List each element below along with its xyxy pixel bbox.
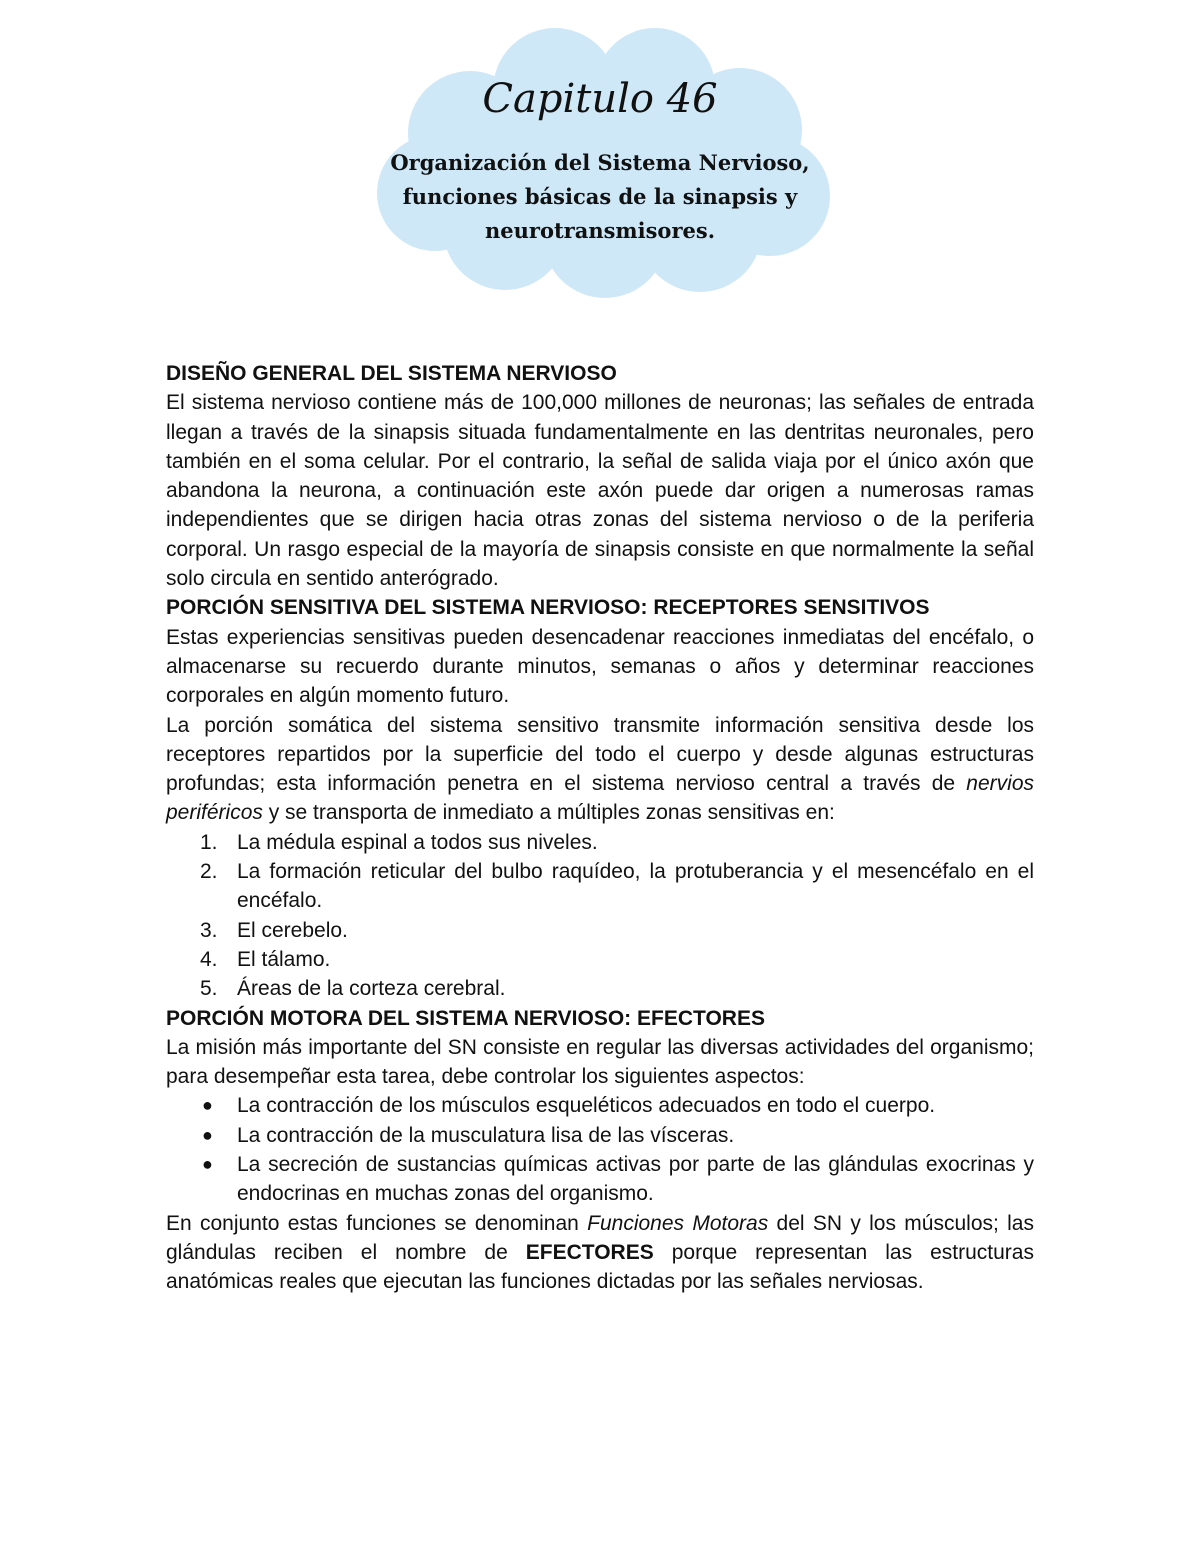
document-body [166,359,1034,1297]
list-item-text: La formación reticular del bulbo raquídeo, la protuberancia y el mesencéfalo en el encéfalo. [237,860,1034,913]
title-cloud [355,18,845,298]
list-number: 3. [200,918,218,942]
paragraph-sensory-2 [166,711,1034,828]
list-number: 2. [200,860,218,884]
bullet-icon: ● [202,1124,213,1145]
section-heading-general: DISEÑO GENERAL DEL SISTEMA NERVIOSO [166,362,617,385]
bullet-icon: ● [202,1154,213,1175]
list-item-text: El cerebelo. [237,918,348,942]
chapter-title: Capitulo 46 [482,76,718,122]
list-item [166,1121,1034,1150]
list-item-text: La secreción de sustancias químicas activas por parte de las glándulas exocrinas y endocrinas en muchas zonas del organismo. [237,1153,1034,1206]
motor-aspects-list [166,1091,1034,1208]
list-item-text: La contracción de la musculatura lisa de las vísceras. [237,1123,735,1147]
section-heading-motor: PORCIÓN MOTORA DEL SISTEMA NERVIOSO: EFECTORES [166,1006,765,1030]
text-run: y se transporta de inmediato a múltiples zonas sensitivas en: [262,801,835,825]
list-item-text: La médula espinal a todos sus niveles. [237,830,598,854]
list-item [166,1150,1034,1209]
italic-term: Funciones Motoras [587,1211,769,1235]
paragraph-general: El sistema nervioso contiene más de 100,000 millones de neuronas; las señales de entrada llegan a través de la sinapsis situada fundamentalmente en las dentritas neuronales, pero también en el soma celular. Por el contrario, la señal de salida viaja por el único axón que abandona la neurona, a continuación este axón puede dar origen a numerosas ramas independientes que se dirigen hacia otras zonas del sistema nervioso o de la periferia corporal. Un rasgo especial de la mayoría de sinapsis consiste en que normalmente la señal solo circula en sentido anterógrado. [166,391,1034,591]
list-item [166,857,1034,916]
list-item [166,1091,1034,1120]
paragraph-motor-1: La misión más importante del SN consiste en regular las diversas actividades del organismo; para desempeñar esta tarea, debe controlar los siguientes aspectos: [166,1035,1034,1089]
list-item-text: Áreas de la corteza cerebral. [237,977,506,1001]
section-heading-sensory: PORCIÓN SENSITIVA DEL SISTEMA NERVIOSO: RECEPTORES SENSITIVOS [166,596,930,620]
list-item-text: El tálamo. [237,947,331,971]
list-number: 5. [200,977,218,1001]
paragraph-motor-2 [166,1209,1034,1297]
bold-term: EFECTORES [525,1240,654,1264]
list-item [166,945,1034,974]
italic-term: nervios periféricos [166,772,1034,825]
list-item [166,974,1034,1003]
sensory-zones-list [166,828,1034,1004]
list-item [166,828,1034,857]
text-run: del SN y los músculos; las glándulas reciben el nombre de [166,1211,1034,1264]
text-run: En conjunto estas funciones se denominan [166,1211,588,1235]
chapter-subtitle: Organización del Sistema Nervioso, funciones básicas de la sinapsis y neurotransmisores. [390,150,810,243]
bullet-icon: ● [202,1095,213,1116]
paragraph-sensory-1: Estas experiencias sensitivas pueden desencadenar reacciones inmediatas del encéfalo, o almacenarse su recuerdo durante minutos, semanas o años y determinar reacciones corporales en algún momento futuro. [166,625,1034,708]
list-number: 1. [200,830,218,854]
list-item-text: La contracción de los músculos esqueléticos adecuados en todo el cuerpo. [237,1094,936,1118]
text-run: La porción somática del sistema sensitivo transmite información sensitiva desde los receptores repartidos por la superficie del todo el cuerpo y desde algunas estructuras profundas; esta información penetra en el sistema nervioso central a través de [166,713,1034,796]
list-number: 4. [200,947,218,971]
list-item [166,916,1034,945]
text-run: porque representan las estructuras anatómicas reales que ejecutan las funciones dictadas por las señales nerviosas. [166,1240,1034,1294]
